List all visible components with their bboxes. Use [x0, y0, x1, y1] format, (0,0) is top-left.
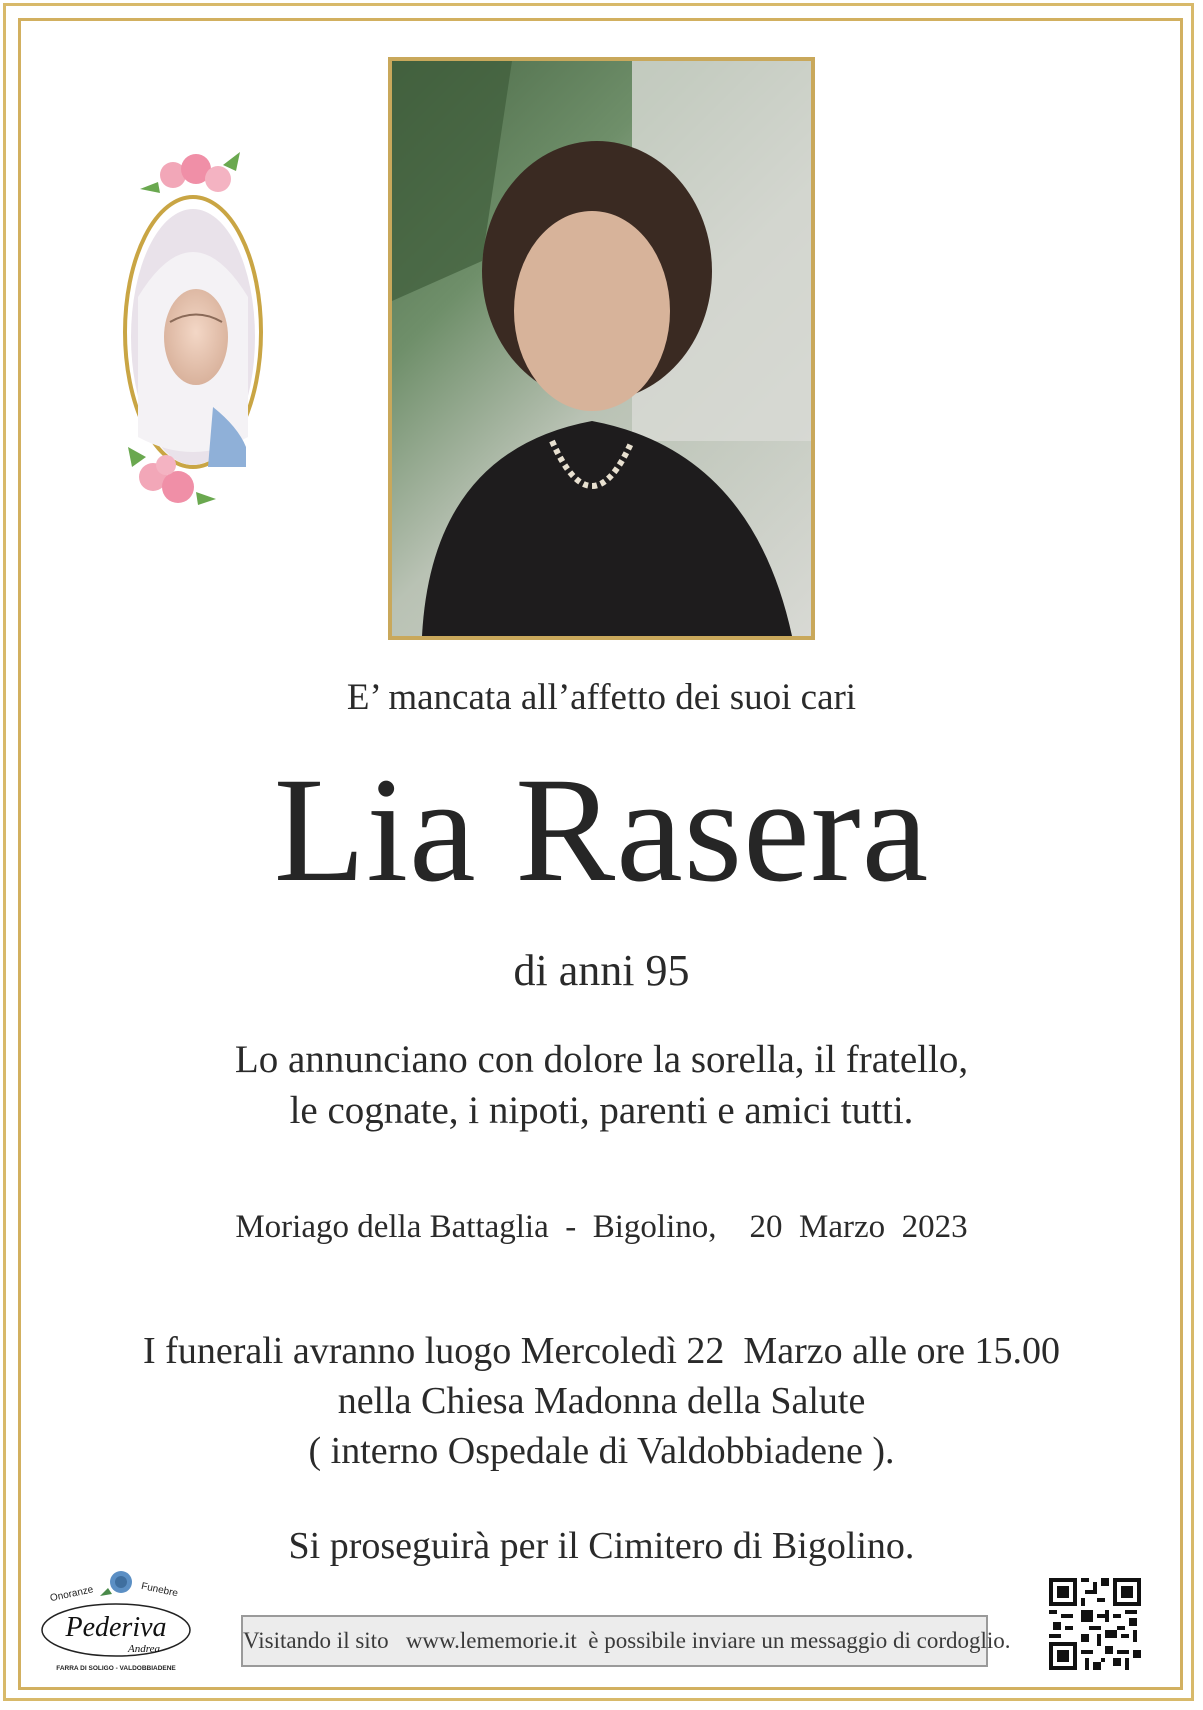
deceased-portrait-photo: [388, 57, 815, 640]
deceased-name: Lia Rasera: [273, 747, 930, 913]
roses-top: [140, 152, 240, 193]
logo-script-sub: Andrea: [128, 1643, 160, 1655]
funeral-line: I funerali avranno luogo Mercoledì 22 Marzo alle ore 15.00: [143, 1330, 1060, 1372]
cemetery-text: Si proseguirà per il Cimitero di Bigolino.: [288, 1525, 915, 1567]
announcement-line: Lo annunciano con dolore la sorella, il fratello,: [234, 1038, 969, 1081]
rose-logo-icon: [100, 1571, 132, 1596]
logo-top-left: Onoranze: [49, 1584, 95, 1605]
age-text: di anni 95: [513, 946, 690, 995]
funeral-text: [0, 1326, 1203, 1476]
funeral-home-logo: [36, 1566, 196, 1676]
place-date-text: Moriago della Battaglia - Bigolino, 20 Marzo 2023: [235, 1209, 968, 1245]
condolence-site-note: [241, 1615, 1011, 1667]
logo-script-name: Pederiva: [65, 1612, 167, 1643]
qr-code-icon[interactable]: [1049, 1578, 1141, 1670]
logo-location: FARRA DI SOLIGO - VALDOBBIADENE: [56, 1665, 176, 1672]
announcement-line: le cognate, i nipoti, parenti e amici tutti.: [289, 1089, 914, 1132]
madonna-oval-image: [118, 147, 268, 517]
intro-text: E’ mancata all’affetto dei suoi cari: [346, 677, 857, 718]
funeral-line: ( interno Ospedale di Valdobbiadene ).: [308, 1430, 895, 1472]
logo-top-right: Funebre: [140, 1580, 179, 1600]
site-note-text: Visitando il sito www.lememorie.it è possibile inviare un messaggio di cordoglio.: [243, 1628, 1011, 1653]
funeral-line: nella Chiesa Madonna della Salute: [337, 1380, 866, 1422]
announcement-text: [0, 1034, 1203, 1136]
